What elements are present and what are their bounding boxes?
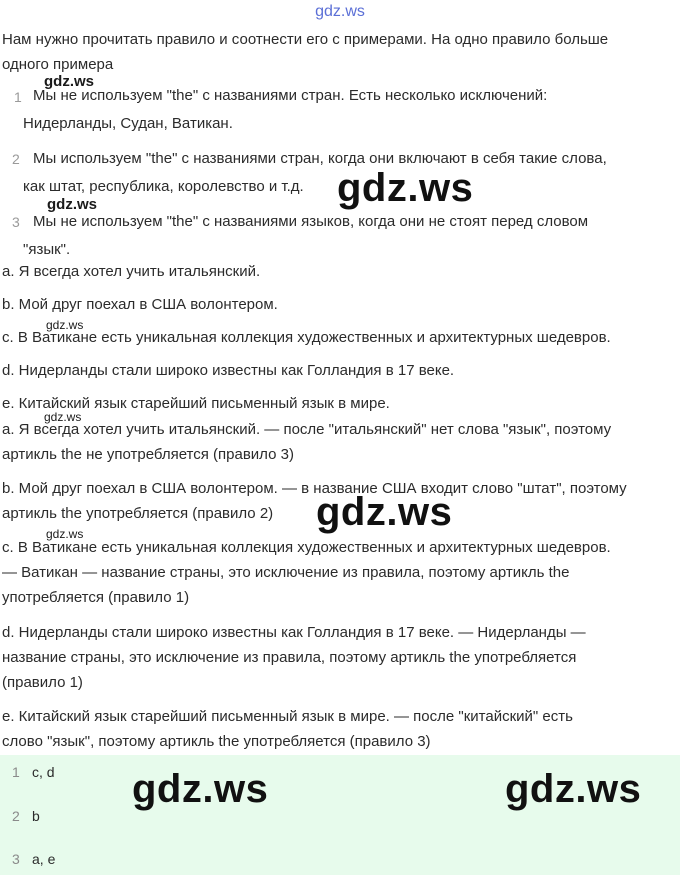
answer-number: 2 (12, 808, 20, 824)
example-b: b. Мой друг поехал в США волонтером. (2, 296, 278, 313)
rule-text-line-2: "язык". (23, 241, 71, 258)
explanation-line: слово "язык", поэтому артикль the употребляется (правило 3) (2, 733, 431, 750)
rule-text-line-1: Мы используем "the" с названиями стран, когда они включают в себя такие слова, (33, 150, 607, 167)
explanation-line: артикль the не употребляется (правило 3) (2, 446, 294, 463)
answer-value: b (32, 808, 40, 824)
rule-number: 3 (12, 214, 20, 230)
watermark-top: gdz.ws (315, 3, 365, 20)
watermark-large: gdz.ws (505, 767, 642, 811)
explanation-line: e. Китайский язык старейший письменный язык в мире. — после "китайский" есть (2, 708, 573, 725)
watermark-large: gdz.ws (316, 490, 453, 534)
answer-value: a, e (32, 851, 56, 867)
example-c: c. В Ватикане есть уникальная коллекция художественных и архитектурных шедевров. (2, 329, 611, 346)
answer-number: 1 (12, 764, 20, 780)
watermark-tiny: gdz.ws (46, 527, 84, 541)
example-d: d. Нидерланды стали широко известны как Голландия в 17 веке. (2, 362, 455, 379)
watermark-small: gdz.ws (44, 73, 95, 90)
explanation-line: a. Я всегда хотел учить итальянский. — после "итальянский" нет слова "язык", поэтому (2, 421, 612, 438)
rule-text-line-2: как штат, республика, королевство и т.д. (23, 178, 304, 195)
explanation-line: — Ватикан — название страны, это исключение из правила, поэтому артикль the (2, 564, 570, 581)
answer-value: c, d (32, 764, 55, 780)
explanation-line: c. В Ватикане есть уникальная коллекция художественных и архитектурных шедевров. (2, 539, 611, 556)
intro-line-1: Нам нужно прочитать правило и соотнести его с примерами. На одно правило больше (2, 31, 609, 48)
watermark-tiny: gdz.ws (44, 410, 82, 424)
watermark-small: gdz.ws (47, 196, 98, 213)
answers-panel (0, 755, 680, 875)
rule-number: 2 (12, 151, 20, 167)
intro-line-2: одного примера (2, 56, 114, 73)
rule-text-line-1: Мы не используем "the" с названиями стран. Есть несколько исключений: (33, 87, 548, 104)
explanation-line: артикль the употребляется (правило 2) (2, 505, 274, 522)
example-e: e. Китайский язык старейший письменный язык в мире. (2, 395, 390, 412)
answer-number: 3 (12, 851, 20, 867)
rule-number: 1 (14, 89, 22, 105)
explanation-line: название страны, это исключение из правила, поэтому артикль the употребляется (2, 649, 577, 666)
rule-text-line-2: Нидерланды, Судан, Ватикан. (23, 115, 233, 132)
explanation-line: употребляется (правило 1) (2, 589, 190, 606)
watermark-large: gdz.ws (132, 767, 269, 811)
explanation-line: (правило 1) (2, 674, 83, 691)
watermark-large: gdz.ws (337, 166, 474, 210)
rule-text-line-1: Мы не используем "the" с названиями языков, когда они не стоят перед словом (33, 213, 589, 230)
example-a: a. Я всегда хотел учить итальянский. (2, 263, 261, 280)
explanation-line: b. Мой друг поехал в США волонтером. — в название США входит слово "штат", поэтому (2, 480, 627, 497)
explanation-line: d. Нидерланды стали широко известны как Голландия в 17 веке. — Нидерланды — (2, 624, 586, 641)
watermark-tiny: gdz.ws (46, 318, 84, 332)
